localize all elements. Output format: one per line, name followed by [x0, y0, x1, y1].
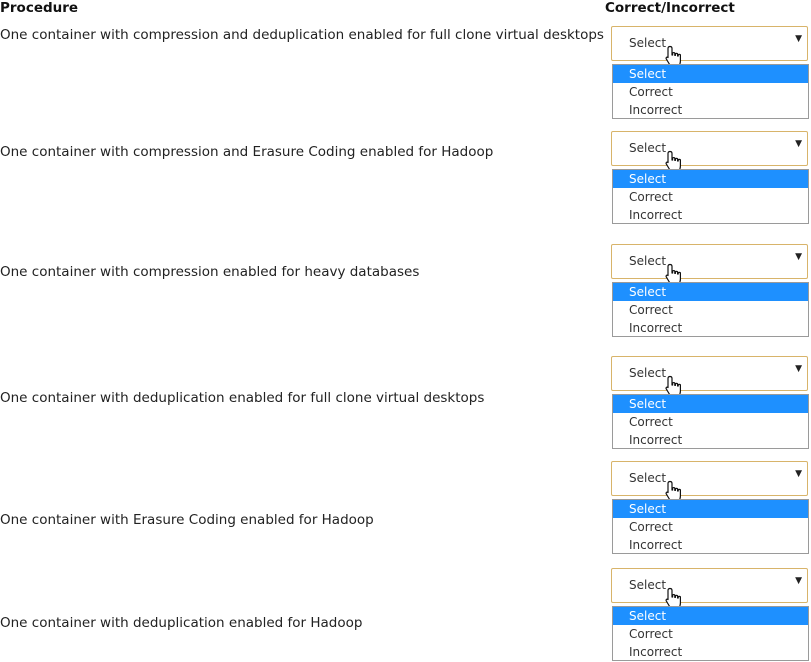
dropdown-arrow-icon: ▼ [795, 252, 802, 262]
answer-select[interactable] [611, 244, 808, 279]
options-list [612, 606, 809, 661]
dropdown-arrow-icon: ▼ [795, 139, 802, 149]
dropdown-arrow-icon: ▼ [795, 576, 802, 586]
option-incorrect[interactable]: Incorrect [629, 321, 683, 335]
option-incorrect[interactable]: Incorrect [629, 433, 683, 447]
procedure-text: One container with compression and Erasure Coding enabled for Hadoop [0, 144, 494, 160]
option-incorrect[interactable]: Incorrect [629, 208, 683, 222]
select-value: Select [629, 366, 667, 380]
procedure-text: One container with deduplication enabled for full clone virtual desktops [0, 390, 485, 406]
option-select[interactable]: Select [613, 170, 808, 188]
procedure-text: One container with deduplication enabled for Hadoop [0, 615, 363, 631]
option-correct[interactable]: Correct [629, 520, 673, 534]
option-incorrect[interactable]: Incorrect [629, 645, 683, 659]
answer-select[interactable] [611, 568, 808, 603]
option-correct[interactable]: Correct [629, 190, 673, 204]
select-value: Select [629, 36, 667, 50]
select-value: Select [629, 141, 667, 155]
procedure-text: One container with compression enabled for heavy databases [0, 264, 420, 280]
options-list [612, 169, 809, 224]
options-list [612, 499, 809, 554]
dropdown-arrow-icon: ▼ [795, 364, 802, 374]
option-select[interactable]: Select [613, 500, 808, 518]
procedure-column-header: Procedure [0, 0, 79, 16]
options-list [612, 64, 809, 119]
select-value: Select [629, 254, 667, 268]
option-correct[interactable]: Correct [629, 415, 673, 429]
option-correct[interactable]: Correct [629, 303, 673, 317]
procedure-text: One container with compression and deduplication enabled for full clone virtual desktops [0, 27, 604, 43]
option-select[interactable]: Select [613, 283, 808, 301]
option-incorrect[interactable]: Incorrect [629, 538, 683, 552]
answer-select[interactable] [611, 131, 808, 166]
options-list [612, 282, 809, 337]
option-select[interactable]: Select [613, 65, 808, 83]
option-select[interactable]: Select [613, 395, 808, 413]
options-list [612, 394, 809, 449]
correct-incorrect-column-header: Correct/Incorrect [605, 0, 735, 16]
select-value: Select [629, 471, 667, 485]
option-correct[interactable]: Correct [629, 627, 673, 641]
option-correct[interactable]: Correct [629, 85, 673, 99]
answer-select[interactable] [611, 356, 808, 391]
option-select[interactable]: Select [613, 607, 808, 625]
procedure-text: One container with Erasure Coding enabled for Hadoop [0, 512, 374, 528]
option-incorrect[interactable]: Incorrect [629, 103, 683, 117]
answer-select[interactable] [611, 461, 808, 496]
dropdown-arrow-icon: ▼ [795, 34, 802, 44]
answer-select[interactable] [611, 26, 808, 61]
dropdown-arrow-icon: ▼ [795, 469, 802, 479]
select-value: Select [629, 578, 667, 592]
